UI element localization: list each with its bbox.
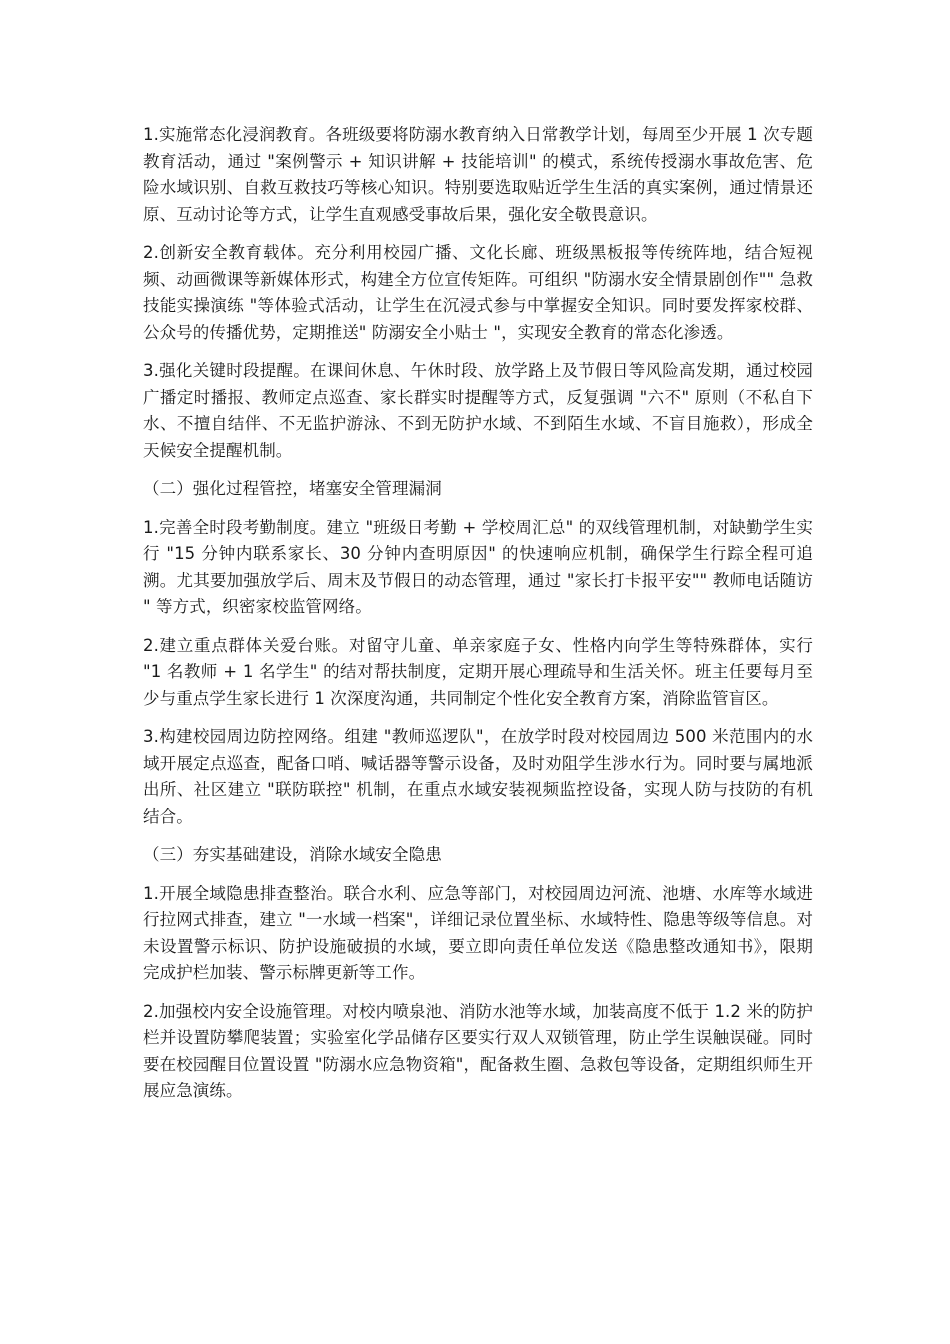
paragraph-campus-facilities: 2.加强校内安全设施管理。对校内喷泉池、消防水池等水域，加装高度不低于 1.2 米的防护栏并设置防攀爬装置；实验室化学品储存区要实行双人双锁管理，防止学生误触误碰。同时要在校园醒目位置设置 "防溺水应急物资箱"，配备救生圈、急救包等设备，定期组织师生开展应急演练。 <box>143 1001 813 1100</box>
paragraph-care-ledger: 2.建立重点群体关爱台账。对留守儿童、单亲家庭子女、性格内向学生等特殊群体，实行 "1 名教师 + 1 名学生" 的结对帮扶制度，定期开展心理疏导和生活关怀。班主任要每月至少与重点学生家长进行 1 次深度沟通，共同制定个性化安全教育方案，消除监管盲区。 <box>143 635 813 708</box>
paragraph-key-period-reminder: 3.强化关键时段提醒。在课间休息、午休时段、放学路上及节假日等风险高发期，通过校园广播定时播报、教师定点巡查、家长群实时提醒等方式，反复强调 "六不" 原则（不私自下水、不擅自结伴、不无监护游泳、不到无防护水域、不到陌生水域、不盲目施救），形成全天候安全提醒机制。 <box>143 361 813 460</box>
paragraph-perimeter-network: 3.构建校园周边防控网络。组建 "教师巡逻队"，在放学时段对校园周边 500 米范围内的水域开展定点巡查，配备口哨、喊话器等警示设备，及时劝阻学生涉水行为。同时要与属地派出所、社区建立 "联防联控" 机制，在重点水域安装视频监控设备，实现人防与技防的有机结合。 <box>143 727 813 826</box>
section-heading-infrastructure: （三）夯实基础建设，消除水域安全隐患 <box>143 845 442 864</box>
paragraph-education-carrier: 2.创新安全教育载体。充分利用校园广播、文化长廊、班级黑板报等传统阵地，结合短视频、动画微课等新媒体形式，构建全方位宣传矩阵。可组织 "防溺水安全情景剧创作"" 急救技能实操演练 "等体验式活动，让学生在沉浸式参与中掌握安全知识。同时要发挥家校群、公众号的传播优势，定期推送" 防溺安全小贴士 "，实现安全教育的常态化渗透。 <box>143 243 813 342</box>
document-body <box>143 122 813 1117</box>
paragraph-hazard-inspection: 1.开展全域隐患排查整治。联合水利、应急等部门，对校园周边河流、池塘、水库等水域进行拉网式排查，建立 "一水域一档案"，详细记录位置坐标、水域特性、隐患等级等信息。对未设置警示标识、防护设施破损的水域，要立即向责任单位发送《隐患整改通知书》，限期完成护栏加装、警示标牌更新等工作。 <box>143 883 813 982</box>
section-heading-process-control: （二）强化过程管控，堵塞安全管理漏洞 <box>143 479 442 498</box>
paragraph-regular-education: 1.实施常态化浸润教育。各班级要将防溺水教育纳入日常教学计划，每周至少开展 1 次专题教育活动，通过 "案例警示 + 知识讲解 + 技能培训" 的模式，系统传授溺水事故危害、危险水域识别、自救互救技巧等核心知识。特别要选取贴近学生生活的真实案例，通过情景还原、互动讨论等方式，让学生直观感受事故后果，强化安全敬畏意识。 <box>143 125 813 224</box>
paragraph-attendance-system: 1.完善全时段考勤制度。建立 "班级日考勤 + 学校周汇总" 的双线管理机制，对缺勤学生实行 "15 分钟内联系家长、30 分钟内查明原因" 的快速响应机制，确保学生行踪全程可追溯。尤其要加强放学后、周末及节假日的动态管理，通过 "家长打卡报平安"" 教师电话随访 " 等方式，织密家校监管网络。 <box>143 517 813 616</box>
